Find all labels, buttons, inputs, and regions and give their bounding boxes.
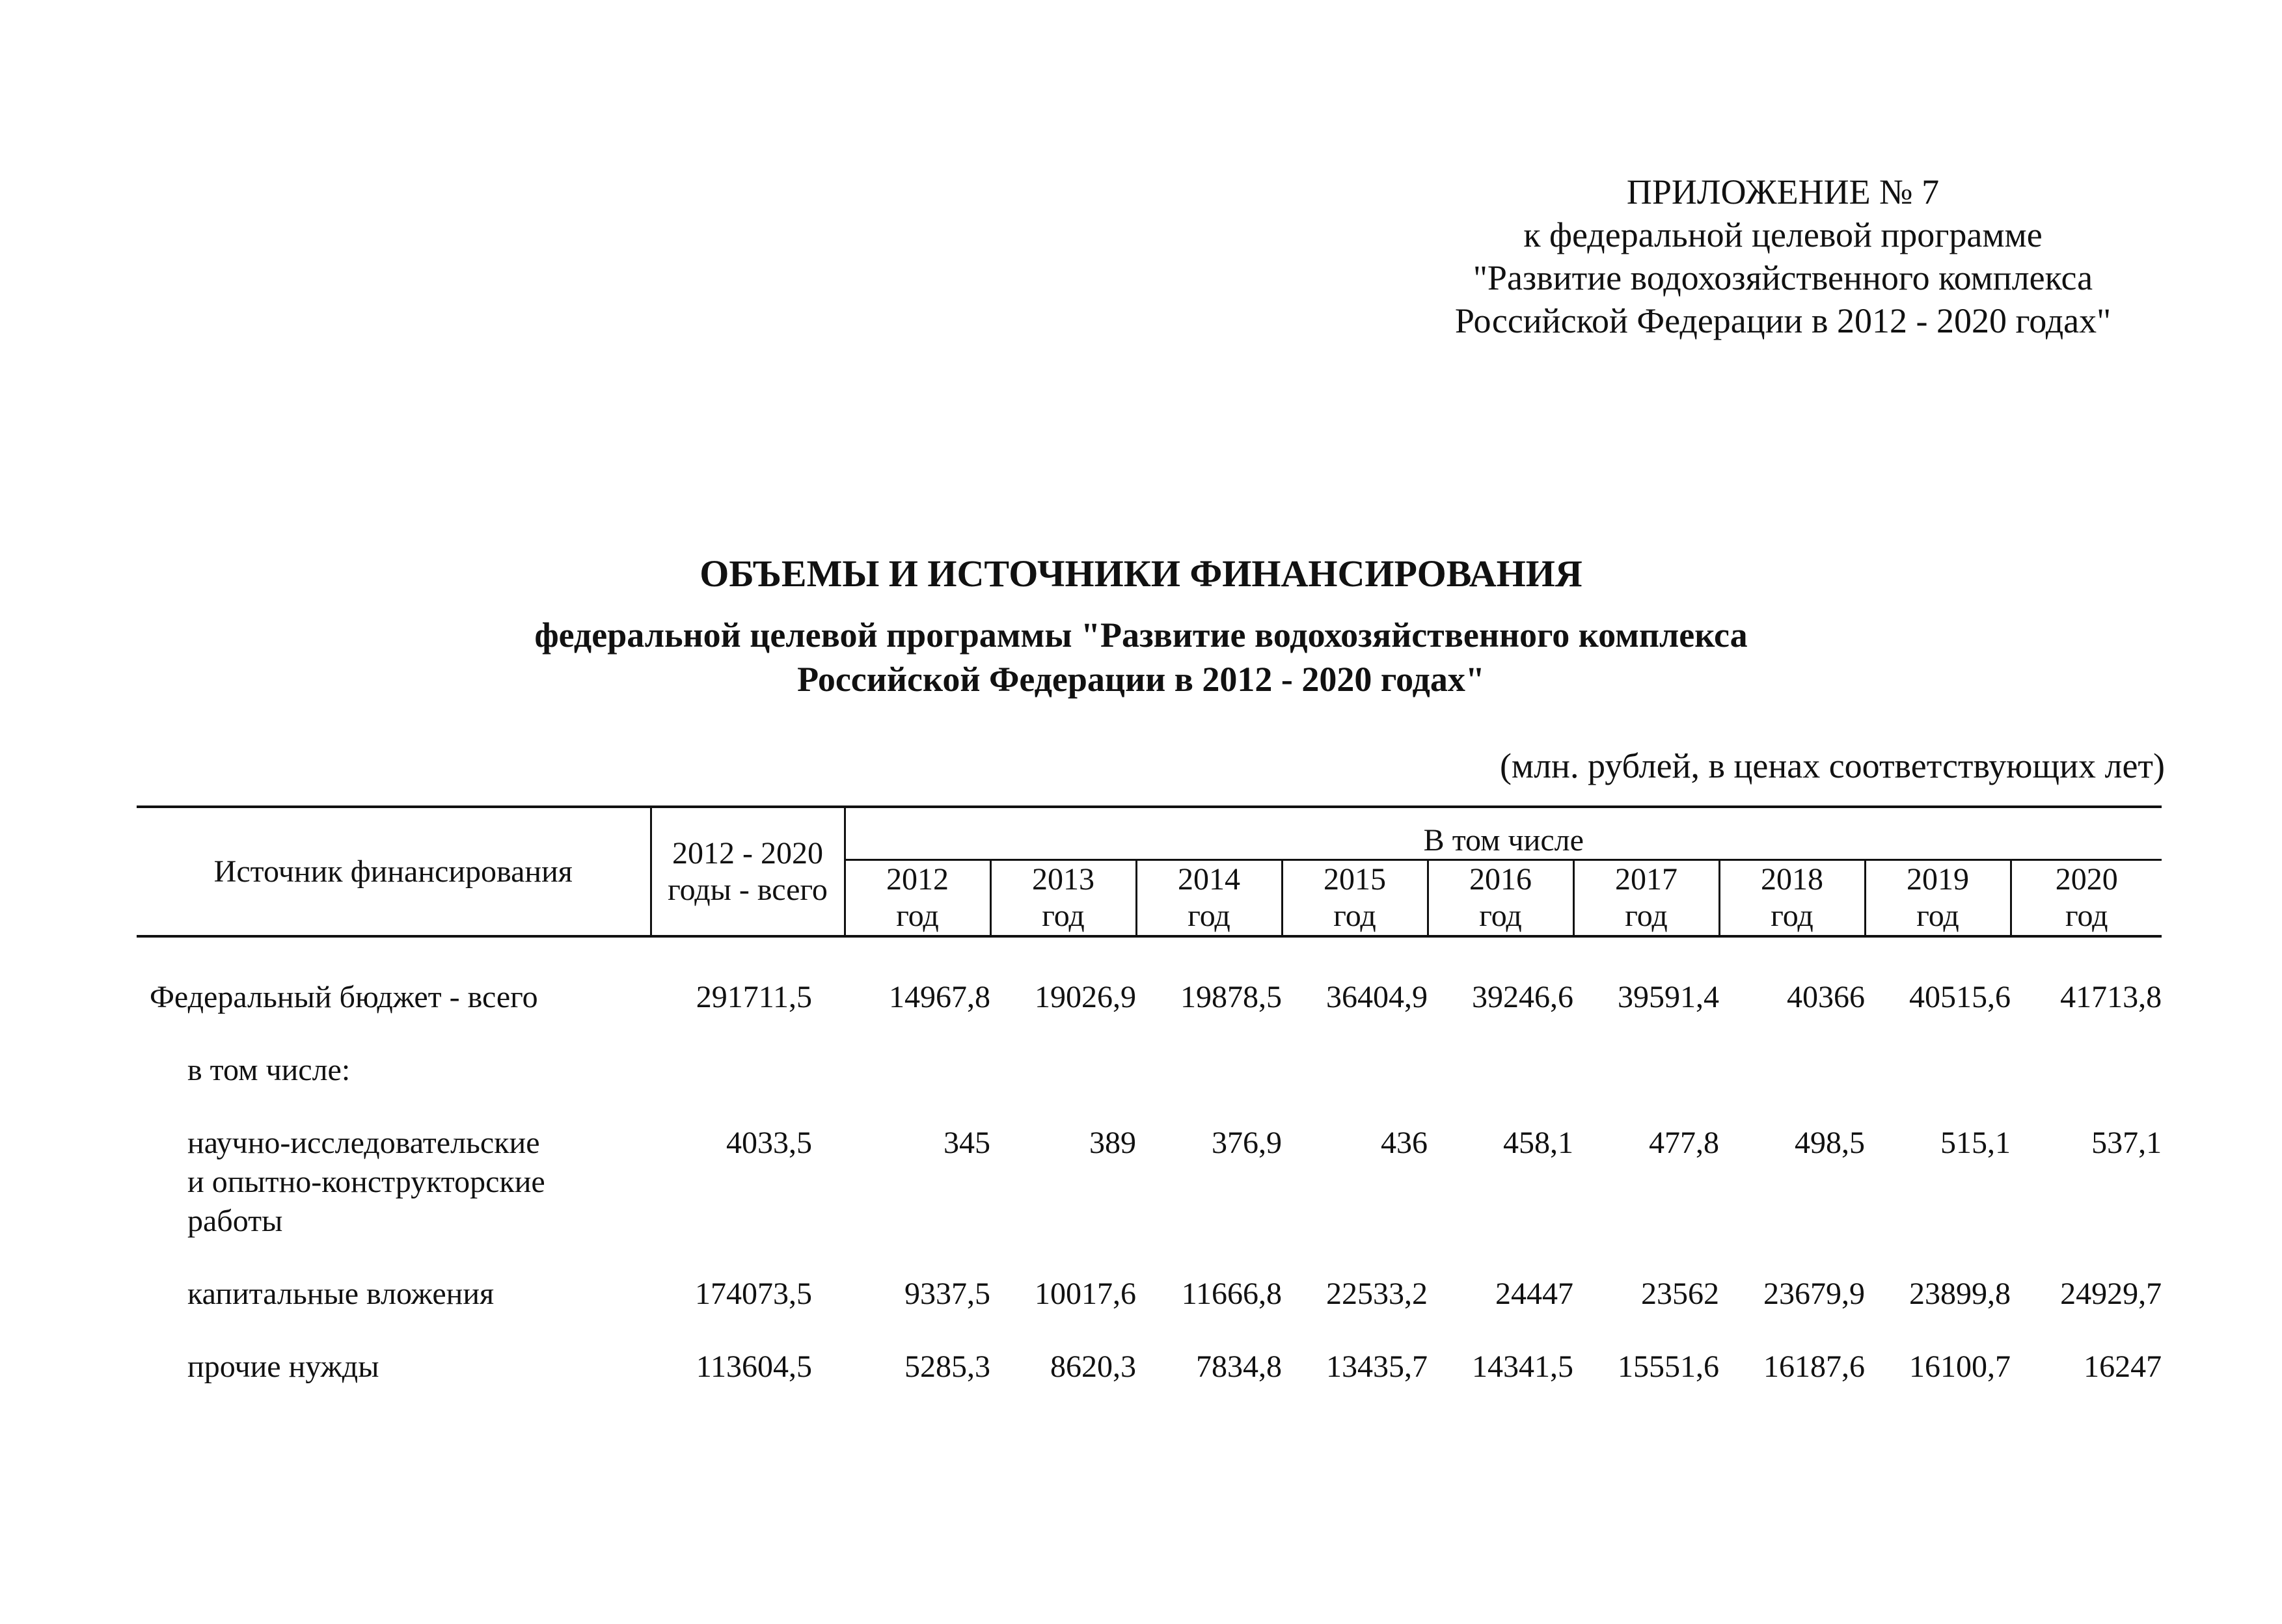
financing-table	[137, 805, 2162, 1387]
year-suffix: год	[1188, 899, 1230, 933]
row-value: 40515,6	[1909, 980, 2011, 1014]
year-suffix: год	[1333, 899, 1376, 933]
header-group: В том числе	[845, 807, 2162, 860]
appendix-line: к федеральной целевой программе	[1523, 215, 2043, 254]
row-value: 537,1	[2091, 1126, 2162, 1160]
year-label: 2013	[1032, 862, 1094, 897]
row-value: 13435,7	[1326, 1349, 1428, 1384]
row-value: 345	[944, 1126, 990, 1160]
row-value: 9337,5	[904, 1277, 990, 1311]
row-total: 174073,5	[695, 1277, 812, 1311]
row-value: 16100,7	[1909, 1349, 2011, 1384]
year-label: 2018	[1761, 862, 1823, 897]
appendix-line: Российской Федерации в 2012 - 2020 годах"	[1454, 301, 2112, 340]
subtitle-line: Российской Федерации в 2012 - 2020 годах"	[797, 660, 1485, 699]
row-value: 14341,5	[1472, 1349, 1573, 1384]
row-value: 10017,6	[1035, 1277, 1136, 1311]
row-value: 8620,3	[1050, 1349, 1136, 1384]
row-value: 11666,8	[1181, 1277, 1282, 1311]
table-row	[137, 978, 2162, 1017]
row-value: 22533,2	[1326, 1277, 1428, 1311]
row-total: 113604,5	[696, 1349, 812, 1384]
table-row	[137, 1347, 2162, 1387]
header-year	[1282, 860, 1428, 937]
row-value: 15551,6	[1618, 1349, 1719, 1384]
row-value: 458,1	[1503, 1126, 1573, 1160]
row-value: 16187,6	[1763, 1349, 1865, 1384]
subtitle-line: федеральной целевой программы "Развитие водохозяйственного комплекса	[534, 616, 1748, 655]
row-label: Федеральный бюджет - всего	[150, 980, 538, 1014]
row-value: 19026,9	[1035, 980, 1136, 1014]
header-year	[845, 860, 990, 937]
row-value: 19878,5	[1180, 980, 1282, 1014]
year-suffix: год	[2065, 899, 2108, 933]
row-label: прочие нужды	[187, 1349, 379, 1384]
year-suffix: год	[1625, 899, 1668, 933]
year-label: 2020	[2055, 862, 2118, 897]
year-label: 2019	[1907, 862, 1969, 897]
row-value: 515,1	[1940, 1126, 2011, 1160]
row-total: 4033,5	[726, 1126, 812, 1160]
row-value: 5285,3	[904, 1349, 990, 1384]
row-value: 23679,9	[1763, 1277, 1865, 1311]
year-label: 2015	[1324, 862, 1386, 897]
row-value: 477,8	[1649, 1126, 1719, 1160]
year-label: 2014	[1178, 862, 1240, 897]
row-value: 24447	[1495, 1277, 1573, 1311]
header-year	[990, 860, 1136, 937]
header-source: Источник финансирования	[137, 807, 651, 936]
year-suffix: год	[1916, 899, 1959, 933]
year-suffix: год	[1771, 899, 1813, 933]
header-total-line: годы - всего	[668, 872, 828, 907]
appendix-heading	[1327, 170, 2238, 342]
document-subtitle	[0, 613, 2282, 701]
year-label: 2012	[886, 862, 949, 897]
row-label	[137, 1124, 651, 1241]
units-note: (млн. рублей, в ценах соответствующих лет)	[1499, 746, 2165, 785]
row-value: 16247	[2084, 1349, 2162, 1384]
year-suffix: год	[1479, 899, 1522, 933]
header-year	[1573, 860, 1719, 937]
table-row	[137, 1124, 2162, 1241]
row-value: 36404,9	[1326, 980, 1428, 1014]
row-value: 39246,6	[1472, 980, 1573, 1014]
appendix-number: ПРИЛОЖЕНИЕ № 7	[1626, 172, 1940, 211]
row-label: капитальные вложения	[187, 1277, 495, 1311]
row-value: 40366	[1787, 980, 1865, 1014]
header-total	[651, 807, 845, 936]
row-value: 376,9	[1212, 1126, 1282, 1160]
header-year	[1136, 860, 1282, 937]
row-value: 498,5	[1795, 1126, 1865, 1160]
row-value: 23899,8	[1909, 1277, 2011, 1311]
row-value: 14967,8	[889, 980, 990, 1014]
header-year	[1428, 860, 1573, 937]
row-value: 24929,7	[2060, 1277, 2162, 1311]
row-value: 39591,4	[1618, 980, 1719, 1014]
row-value: 23562	[1641, 1277, 1719, 1311]
year-label: 2016	[1469, 862, 1532, 897]
table-row	[137, 1051, 2162, 1090]
row-label-line: научно-исследовательские	[187, 1126, 540, 1160]
row-label-line: и опытно-конструкторские	[187, 1165, 545, 1199]
row-label-line: работы	[187, 1204, 283, 1238]
row-value: 7834,8	[1196, 1349, 1282, 1384]
year-suffix: год	[1042, 899, 1085, 933]
year-suffix: год	[896, 899, 939, 933]
header-total-line: 2012 - 2020	[672, 835, 823, 871]
table-row	[137, 1275, 2162, 1314]
header-year	[2011, 860, 2162, 937]
row-value: 389	[1089, 1126, 1136, 1160]
row-value: 41713,8	[2060, 980, 2162, 1014]
document-title: ОБЪЕМЫ И ИСТОЧНИКИ ФИНАНСИРОВАНИЯ	[700, 552, 1582, 595]
appendix-line: "Развитие водохозяйственного комплекса	[1473, 258, 2093, 297]
row-label: в том числе:	[187, 1053, 351, 1087]
row-total: 291711,5	[696, 980, 812, 1014]
row-value: 436	[1381, 1126, 1428, 1160]
year-label: 2017	[1615, 862, 1678, 897]
header-year	[1719, 860, 1865, 937]
header-year	[1865, 860, 2011, 937]
